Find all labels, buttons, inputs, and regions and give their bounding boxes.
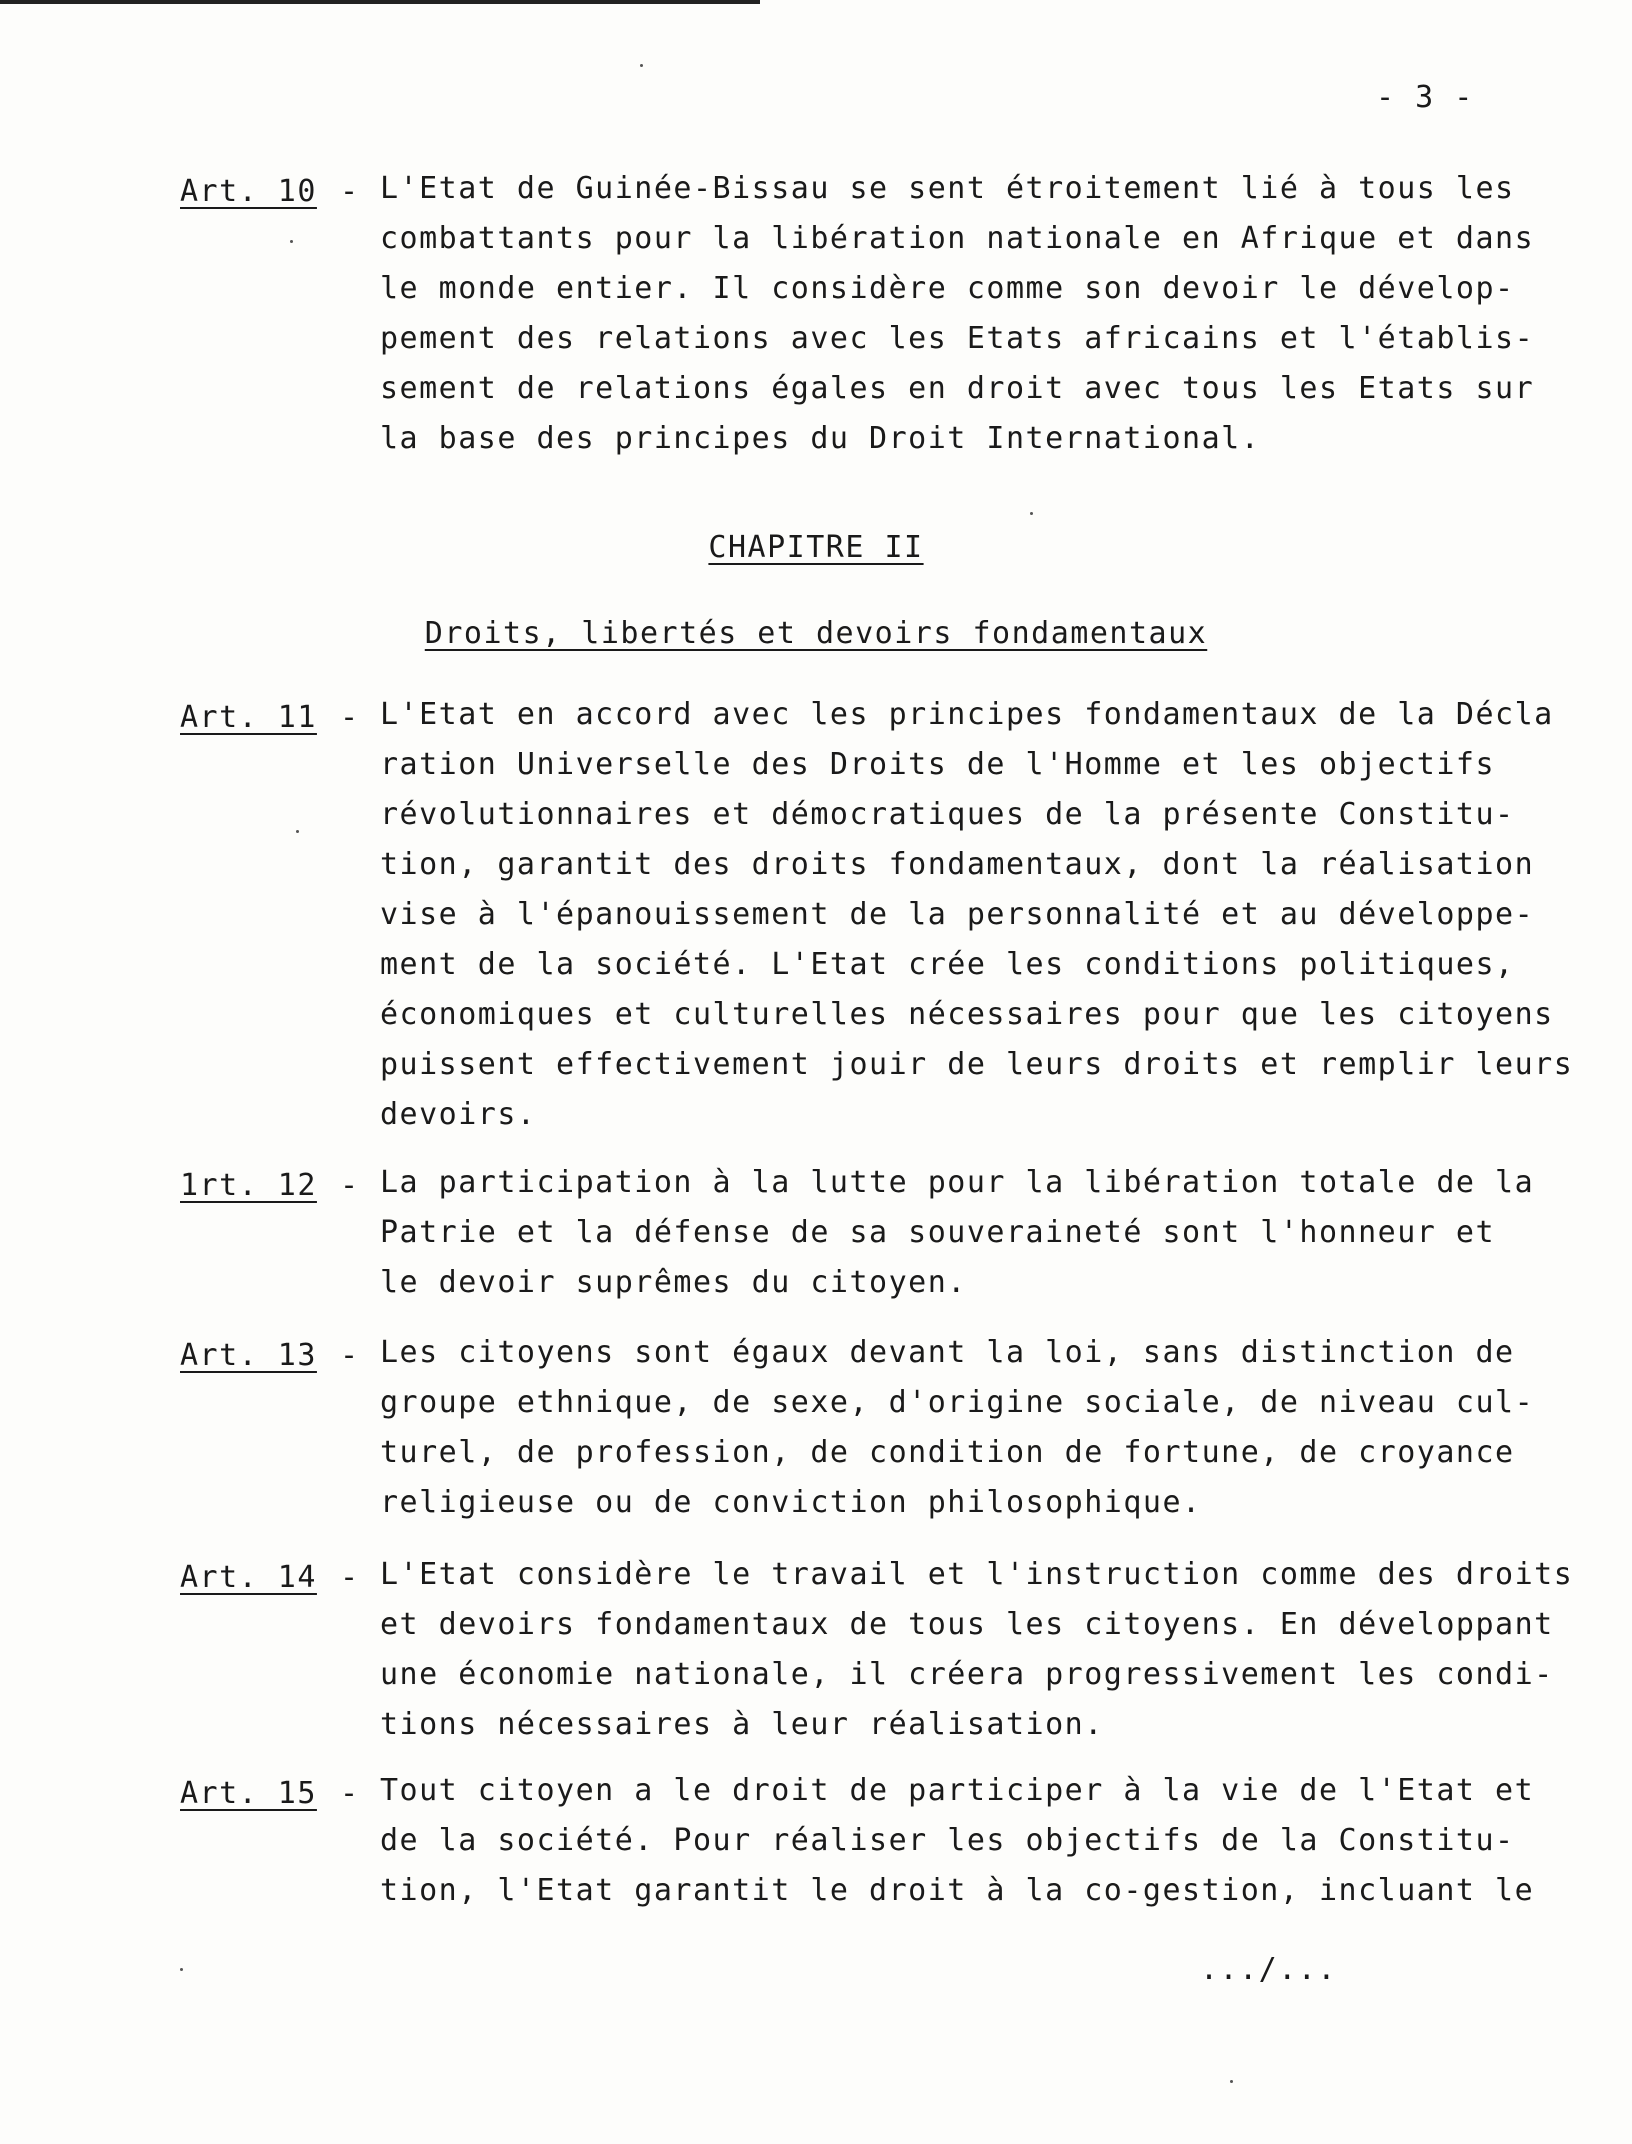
article-line: et devoirs fondamentaux de tous les citoyens. En développant — [380, 1607, 1554, 1642]
article-dash: - — [340, 1338, 360, 1373]
article-line: vise à l'épanouissement de la personnalité et au développe- — [380, 897, 1535, 932]
article-line: L'Etat en accord avec les principes fondamentaux de la Décla — [380, 697, 1554, 732]
article-line: tions nécessaires à leur réalisation. — [380, 1707, 1104, 1742]
article-label: Art. 15 — [180, 1776, 317, 1811]
article-line: révolutionnaires et démocratiques de la présente Constitu- — [380, 797, 1515, 832]
article-dash: - — [340, 1776, 360, 1811]
article-line: le devoir suprêmes du citoyen. — [380, 1265, 967, 1300]
scan-speck — [640, 64, 643, 67]
article-line: tion, garantit des droits fondamentaux, dont la réalisation — [380, 847, 1535, 882]
article-label: Art. 10 — [180, 174, 317, 209]
article-line: pement des relations avec les Etats africains et l'établis- — [380, 321, 1535, 356]
scan-edge-line — [0, 0, 760, 4]
page-number: - 3 - — [1376, 80, 1474, 115]
article-line: turel, de profession, de condition de fortune, de croyance — [380, 1435, 1515, 1470]
article-dash: - — [340, 1560, 360, 1595]
article-line: Les citoyens sont égaux devant la loi, sans distinction de — [380, 1335, 1515, 1370]
continuation-mark: .../... — [1200, 1952, 1337, 1987]
article-label: Art. 11 — [180, 700, 317, 735]
article-line: le monde entier. Il considère comme son devoir le dévelop- — [380, 271, 1515, 306]
article-dash: - — [340, 700, 360, 735]
article-line: La participation à la lutte pour la libération totale de la — [380, 1165, 1535, 1200]
article-line: L'Etat considère le travail et l'instruction comme des droits — [380, 1557, 1574, 1592]
chapter-title: CHAPITRE II — [708, 530, 924, 565]
article-line: combattants pour la libération nationale en Afrique et dans — [380, 221, 1535, 256]
article-line: devoirs. — [380, 1097, 537, 1132]
article-line: économiques et culturelles nécessaires pour que les citoyens — [380, 997, 1554, 1032]
article-line: sement de relations égales en droit avec tous les Etats sur — [380, 371, 1535, 406]
article-dash: - — [340, 174, 360, 209]
article-body — [380, 690, 1600, 1140]
article-line: une économie nationale, il créera progressivement les condi- — [380, 1657, 1554, 1692]
article-line: religieuse ou de conviction philosophique. — [380, 1485, 1202, 1520]
article-label: Art. 13 — [180, 1338, 317, 1373]
article-line: ration Universelle des Droits de l'Homme et les objectifs — [380, 747, 1496, 782]
article-line: Tout citoyen a le droit de participer à la vie de l'Etat et — [380, 1773, 1535, 1808]
article-line: ment de la société. L'Etat crée les conditions politiques, — [380, 947, 1515, 982]
article-body — [380, 1766, 1600, 1916]
scan-speck — [1030, 512, 1033, 515]
article-label: 1rt. 12 — [180, 1168, 317, 1203]
scan-speck — [180, 1968, 183, 1971]
article-dash: - — [340, 1168, 360, 1203]
article-line: la base des principes du Droit International. — [380, 421, 1261, 456]
article-body — [380, 1550, 1600, 1750]
scan-speck — [1230, 2080, 1233, 2083]
article-label: Art. 14 — [180, 1560, 317, 1595]
chapter-subtitle: Droits, libertés et devoirs fondamentaux — [424, 616, 1208, 651]
article-body — [380, 1328, 1600, 1528]
article-line: groupe ethnique, de sexe, d'origine sociale, de niveau cul- — [380, 1385, 1535, 1420]
article-body — [380, 1158, 1600, 1308]
article-line: Patrie et la défense de sa souveraineté sont l'honneur et — [380, 1215, 1496, 1250]
article-line: tion, l'Etat garantit le droit à la co-gestion, incluant le — [380, 1873, 1535, 1908]
scan-speck — [296, 830, 299, 833]
article-line: de la société. Pour réaliser les objectifs de la Constitu- — [380, 1823, 1515, 1858]
scan-speck — [290, 240, 293, 243]
article-line: puissent effectivement jouir de leurs droits et remplir leurs — [380, 1047, 1574, 1082]
article-body — [380, 164, 1600, 464]
article-line: L'Etat de Guinée-Bissau se sent étroitement lié à tous les — [380, 171, 1515, 206]
